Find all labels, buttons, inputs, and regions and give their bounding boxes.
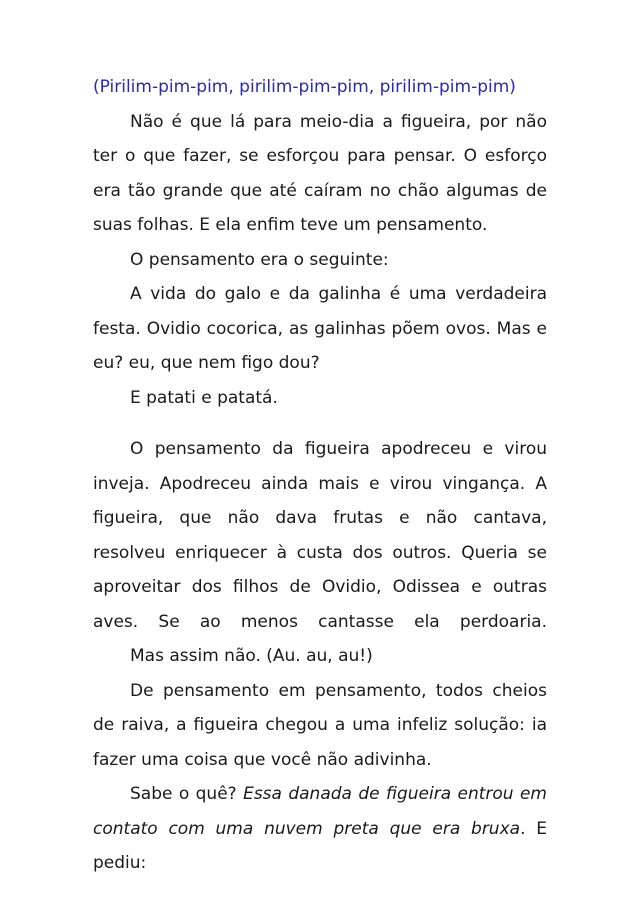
paragraph-7: De pensamento em pensamento, todos cheios de raiva, a figueira chegou a uma infeliz solução: ia fazer uma coisa que você não adivinha. [93, 680, 547, 770]
document-page [93, 70, 547, 881]
paragraph-8 [93, 777, 547, 881]
paragraph-1: Não é que lá para meio-dia a figueira, por não ter o que fazer, se esforçou para pensar. O esforço era tão grande que até caíram no chão algumas de suas folhas. E ela enfim teve um pensamento. [93, 111, 547, 235]
refrain-line: (Pirilim-pim-pim, pirilim-pim-pim, pirilim-pim-pim) [93, 77, 516, 97]
paragraph-4: E patati e patatá. [130, 387, 278, 408]
paragraph-3: A vida do galo e da galinha é uma verdadeira festa. Ovidio cocorica, as galinhas põem ovos. Mas e eu? eu, que nem figo dou? [93, 284, 547, 373]
paragraph-8-start: Sabe o quê? [130, 784, 237, 804]
paragraph-5: O pensamento da figueira apodreceu e virou inveja. Apodreceu ainda mais e virou vingança. A figueira, que não dava frutas e não cantava, resolveu enriquecer à custa dos outros. Queria se aproveitar dos filhos de Ovidio, Odissea e outras aves. Se ao menos cantasse ela perdoaria. [93, 439, 547, 632]
paragraph-8-end: . E pediu: [93, 818, 547, 873]
paragraph-6: Mas assim não. (Au. au, au!) [130, 646, 373, 666]
paragraph-8-italic: Essa danada de figueira entrou em contato com uma nuvem preta que era bruxa [93, 784, 547, 839]
paragraph-2: O pensamento era o seguinte: [130, 249, 389, 270]
